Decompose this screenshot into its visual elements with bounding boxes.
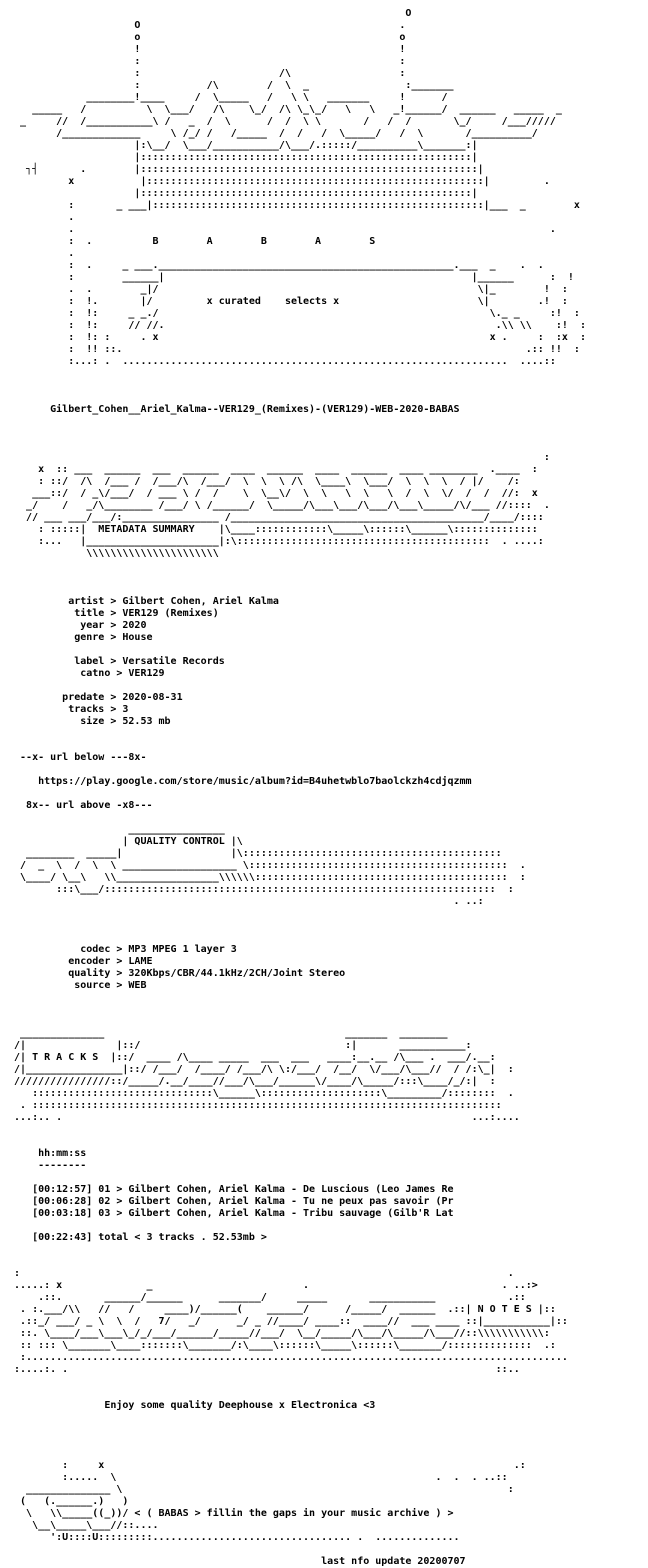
nfo-line: : !! ::. .:: !! : — [8, 344, 580, 355]
nfo-line: :.......................................................................................... — [8, 1352, 568, 1363]
nfo-line: /| T R A C K S |::/ ____ /\____ _____ ___ ___ ____:__.__ /\___ . ___/.__: — [8, 1052, 496, 1063]
nfo-line: .::_/ ___/ _ \ \ / 7/ _/ _/ _ //____/ ____:: ____// ___ ____ ::|___________|:: — [8, 1316, 568, 1327]
nfo-line: : ______| |______ : ! — [8, 272, 574, 283]
nfo-line: . — [8, 212, 75, 223]
nfo-line: https://play.google.com/store/music/album?id=B4uhetwblo7baolckzh4cdjqzmm — [8, 776, 472, 787]
nfo-line: : _ ___|:::::::::::::::::::::::::::::::::::::::::::::::::::::::|___ _ x — [8, 200, 580, 211]
nfo-line: ______________ \ : — [8, 1484, 514, 1495]
nfo-line — [8, 572, 648, 584]
nfo-line — [8, 1256, 648, 1268]
nfo-line: \ \\_____((_))/ < ( BABAS > fillin the gaps in your music archive ) > — [8, 1508, 454, 1519]
nfo-line: : : — [8, 56, 406, 67]
nfo-line: |:::::::::::::::::::::::::::::::::::::::::::::::::::::::| — [8, 152, 478, 163]
nfo-line: ┐┤ . |::::::::::::::::::::::::::::::::::::::::::::::::::::::::| — [8, 164, 484, 175]
nfo-line: _/ / _/\________ /___/ \ /______/ \_____/\___\___/\___/\___\_____/\/___ //:::: . — [8, 500, 550, 511]
nfo-line: : x .: — [8, 1460, 526, 1471]
nfo-line: :....:. . ::.. — [8, 1364, 520, 1375]
nfo-line: 8x-- url above -x8--- — [8, 800, 153, 811]
nfo-line: x :: ___ ______ ___ ______ ____ ______ ____ ______ ____ ________ .____ : — [8, 464, 538, 475]
nfo-line: label > Versatile Records — [8, 656, 225, 667]
nfo-line: :::\___/::::::::::::::::::::::::::::::::::::::::::::::::::::::::::::::::: : — [8, 884, 514, 895]
nfo-line — [8, 380, 648, 392]
nfo-line: ...:.. . ...:.... — [8, 1112, 520, 1123]
nfo-line — [8, 1244, 648, 1256]
nfo-line: [00:12:57] 01 > Gilbert Cohen, Ariel Kalma - De Luscious (Leo James Re — [8, 1184, 454, 1195]
nfo-line — [8, 560, 648, 572]
nfo-line — [8, 992, 648, 1004]
nfo-line: size > 52.53 mb — [8, 716, 171, 727]
nfo-line: ________ _____| |\::::::::::::::::::::::::::::::::::::::::::: — [8, 848, 502, 859]
nfo-line: [00:22:43] total < 3 tracks . 52.53mb > — [8, 1232, 267, 1243]
nfo-line: O — [8, 8, 412, 19]
nfo-line: predate > 2020-08-31 — [8, 692, 183, 703]
nfo-line: x |::::::::::::::::::::::::::::::::::::::::::::::::::::::::| . — [8, 176, 550, 187]
nfo-line — [8, 740, 648, 752]
nfo-line: ! ! — [8, 44, 406, 55]
nfo-line — [8, 728, 648, 740]
nfo-line — [8, 416, 648, 428]
nfo-line — [8, 368, 648, 380]
nfo-line: : /\ / \ _ :_______ — [8, 80, 454, 91]
nfo-line — [8, 812, 648, 824]
nfo-line: : — [8, 452, 550, 463]
nfo-line — [8, 932, 648, 944]
nfo-line: --x- url below ---8x- — [8, 752, 147, 763]
nfo-line: .::. ______/______ _______/ _____ ___________ .:: — [8, 1292, 526, 1303]
nfo-line: ////////////////::/_____/.__/____//___/\___/______\/____/\_____/:::\____/_/:| : — [8, 1076, 496, 1087]
nfo-line: \____/ \__\ \\_________________\\\\\\:::::::::::::::::::::::::::::::::::::::::: : — [8, 872, 526, 883]
nfo-line — [8, 1544, 648, 1556]
nfo-line — [8, 1220, 648, 1232]
nfo-line — [8, 440, 648, 452]
nfo-line: // ___ ___/___/:________________ /__________________________________________/____/:::: — [8, 512, 544, 523]
nfo-line — [8, 1412, 648, 1424]
nfo-line — [8, 644, 648, 656]
nfo-line: :: ::: \_______\____:::::::\_______/:\____\::::::\_____\::::::\_______/:::::::::::::: .: — [8, 1340, 556, 1351]
nfo-line: / _ \ / \ \ ___________________ \::::::::::::::::::::::::::::::::::::::::::: . — [8, 860, 526, 871]
nfo-line: ::::::::::::::::::::::::::::::\______\::::::::::::::::::::\_________/:::::::: . — [8, 1088, 514, 1099]
nfo-line: : . B A B A S — [8, 236, 376, 247]
nfo-line: year > 2020 — [8, 620, 147, 631]
nfo-line — [8, 1124, 648, 1136]
nfo-line — [8, 1388, 648, 1400]
nfo-line: encoder > LAME — [8, 956, 153, 967]
nfo-line — [8, 1172, 648, 1184]
nfo-line: |:\__/ \___/___________/\___/.:::::/__________\_______:| — [8, 140, 478, 151]
nfo-line: . ..: — [8, 896, 484, 907]
nfo-line: o o — [8, 32, 406, 43]
nfo-line — [8, 1004, 648, 1016]
nfo-line — [8, 908, 648, 920]
nfo-line — [8, 1424, 648, 1436]
nfo-line — [8, 584, 648, 596]
nfo-line — [8, 1136, 648, 1148]
nfo-line: ________!____ / \_____ / \ \ _______ ! / — [8, 92, 448, 103]
nfo-line — [8, 1436, 648, 1448]
nfo-line: ( (.______.) ) — [8, 1496, 129, 1507]
nfo-line: ______________ _______ ________ — [8, 1028, 448, 1039]
nfo-line: \__\_____\___//::.... — [8, 1520, 159, 1531]
nfo-line: ________________ — [8, 824, 225, 835]
nfo-line: genre > House — [8, 632, 153, 643]
nfo-line: . :::::::::::::::::::::::::::::::::::::::::::::::::::::::::::::::::::::::::::::: — [8, 1100, 502, 1111]
nfo-line — [8, 920, 648, 932]
nfo-line: Enjoy some quality Deephouse x Electronica <3 — [8, 1400, 376, 1411]
nfo-line: : . _ ___._________________________________________________.___ _ . . — [8, 260, 544, 271]
nfo-line: tracks > 3 — [8, 704, 129, 715]
nfo-line: catno > VER129 — [8, 668, 165, 679]
nfo-line — [8, 680, 648, 692]
nfo-line: :..... \ . . . ..:: — [8, 1472, 508, 1483]
nfo-line: codec > MP3 MPEG 1 layer 3 — [8, 944, 237, 955]
nfo-line: [00:06:28] 02 > Gilbert Cohen, Ariel Kalma - Tu ne peux pas savoir (Pr — [8, 1196, 454, 1207]
nfo-line: ::. \____/___\___\_/_/___/______/_____//___/ \__/_____/\___/\_____/\___//::\\\\\\\\\\\: — [8, 1328, 550, 1339]
nfo-line: : /\ : — [8, 68, 406, 79]
nfo-line: :...: . ................................................................ ....:: — [8, 356, 556, 367]
nfo-line: hh:mm:ss — [8, 1148, 87, 1159]
nfo-line: /|________________|::/ /___/ /____/ /___/\ \:/___/ /__/ \/___/\___// / /:\_| : — [8, 1064, 514, 1075]
nfo-line — [8, 392, 648, 404]
nfo-line: source > WEB — [8, 980, 147, 991]
nfo-line: . . _|/ \|_ ! : — [8, 284, 568, 295]
nfo-line: : !: // //. .\\ \\ :! : — [8, 320, 586, 331]
nfo-line: . :.___/\\ // / ____)/______( ______/ /_____/ ______ .::| N O T E S |:: — [8, 1304, 556, 1315]
nfo-line — [8, 764, 648, 776]
nfo-line — [8, 1016, 648, 1028]
nfo-line: : :::::| METADATA SUMMARY |\____::::::::::::\_____\::::::\______\:::::::::::::: — [8, 524, 538, 535]
nfo-line: -------- — [8, 1160, 87, 1171]
nfo-line: . — [8, 248, 75, 259]
nfo-line: |:::::::::::::::::::::::::::::::::::::::::::::::::::::::| — [8, 188, 478, 199]
nfo-line: .....: x _ . . ..:> — [8, 1280, 538, 1291]
nfo-line: . . — [8, 224, 556, 235]
nfo-line: : . — [8, 1268, 514, 1279]
nfo-line: quality > 320Kbps/CBR/44.1kHz/2CH/Joint Stereo — [8, 968, 346, 979]
nfo-line: : !: _ _./ \._ _ :! : — [8, 308, 580, 319]
nfo-line — [8, 788, 648, 800]
nfo-line: ___::/ / _\/___/ / ___ \ / / \ \__\/ \ \ \ \ \ / \ \/ / / //: x — [8, 488, 538, 499]
nfo-line: : ::/ /\ /___ / /___/\ /___/ \ \ \ /\ \____\ \___/ \ \ \ / |/ /: — [8, 476, 520, 487]
nfo-line: Gilbert_Cohen__Ariel_Kalma--VER129_(Remixes)-(VER129)-WEB-2020-BABAS — [8, 404, 460, 415]
nfo-line: _ // /___________\ / _ / \ / / \ \ / / / \_/ /___///// — [8, 116, 556, 127]
nfo-line: \\\\\\\\\\\\\\\\\\\\\\ — [8, 548, 219, 559]
nfo-line: O . — [8, 20, 406, 31]
nfo-line: : !. |/ x curated selects x \| .! : — [8, 296, 568, 307]
nfo-line: /| |::/ :| ___________: — [8, 1040, 472, 1051]
nfo-line: /_____________ \ /_/ / /_____ / / / \_____/ / \ /__________/ — [8, 128, 538, 139]
nfo-line: : !: : . x x . : :x : — [8, 332, 586, 343]
nfo-line: :... |______________________|:\:::::::::::::::::::::::::::::::::::::::::: . ....: — [8, 536, 544, 547]
nfo-line — [8, 1448, 648, 1460]
nfo-line: ':U::::U:::::::::................................. . .............. — [8, 1532, 460, 1543]
nfo-line — [8, 1376, 648, 1388]
nfo-line: artist > Gilbert Cohen, Ariel Kalma — [8, 596, 279, 607]
nfo-line: [00:03:18] 03 > Gilbert Cohen, Ariel Kalma - Tribu sauvage (Gilb'R Lat — [8, 1208, 454, 1219]
nfo-line: last nfo update 20200707 — [8, 1556, 466, 1567]
nfo-line — [8, 428, 648, 440]
nfo-line: title > VER129 (Remixes) — [8, 608, 219, 619]
nfo-line: | QUALITY CONTROL |\ — [8, 836, 243, 847]
nfo-line: _____ / \ \___/ /\ \_/ /\ \_\_/ \ \ _!______/ ______ _____ _ — [8, 104, 562, 115]
